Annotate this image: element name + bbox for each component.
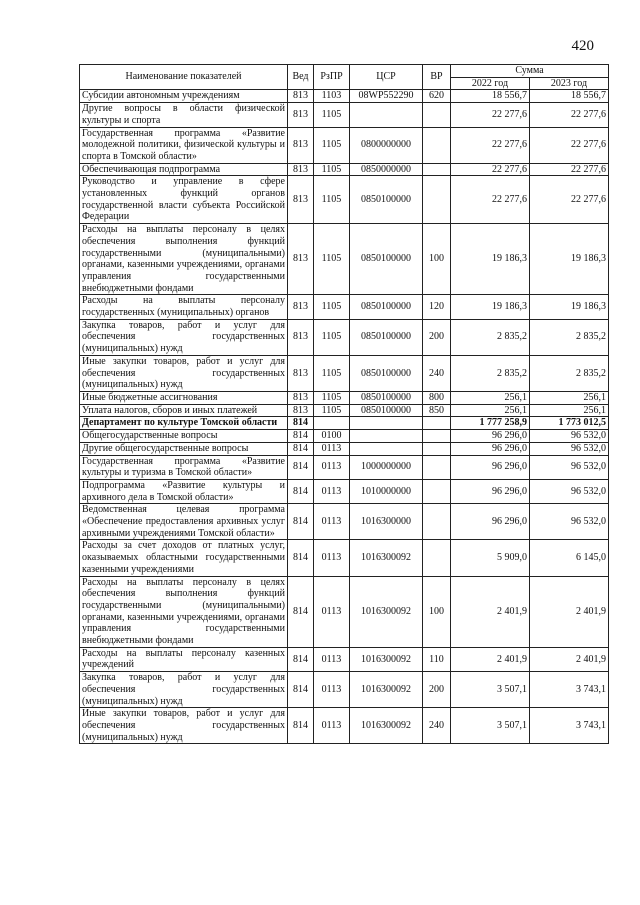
cell-rzpr: 1105: [314, 127, 350, 163]
cell-vr: 240: [423, 355, 451, 391]
table-row: [80, 224, 609, 295]
table-row: [80, 391, 609, 404]
cell-vr: [423, 430, 451, 443]
cell-csr: 0850100000: [350, 176, 423, 224]
cell-rzpr: 1103: [314, 90, 350, 103]
header-year-2022: 2022 год: [451, 77, 530, 90]
cell-vr: [423, 455, 451, 479]
cell-ved: 813: [288, 391, 314, 404]
cell-vr: 100: [423, 576, 451, 647]
cell-sum-2023: 96 532,0: [530, 442, 609, 455]
cell-rzpr: 0113: [314, 442, 350, 455]
table-row: [80, 127, 609, 163]
cell-name: Государственная программа «Развитие культуры и туризма в Томской области»: [80, 455, 288, 479]
cell-sum-2023: 2 401,9: [530, 576, 609, 647]
cell-csr: [350, 417, 423, 430]
cell-csr: 1016300092: [350, 540, 423, 576]
cell-name: Подпрограмма «Развитие культуры и архивного дела в Томской области»: [80, 479, 288, 503]
cell-sum-2023: 22 277,6: [530, 176, 609, 224]
cell-rzpr: 1105: [314, 319, 350, 355]
cell-ved: 813: [288, 319, 314, 355]
cell-sum-2022: 19 186,3: [451, 295, 530, 319]
cell-rzpr: [314, 417, 350, 430]
cell-sum-2022: 2 835,2: [451, 355, 530, 391]
cell-sum-2022: 96 296,0: [451, 442, 530, 455]
cell-vr: [423, 127, 451, 163]
cell-sum-2023: 96 532,0: [530, 430, 609, 443]
cell-vr: 110: [423, 647, 451, 671]
table-row: [80, 90, 609, 103]
cell-vr: [423, 479, 451, 503]
cell-csr: 1016300092: [350, 708, 423, 744]
cell-sum-2022: 19 186,3: [451, 224, 530, 295]
cell-csr: 0800000000: [350, 127, 423, 163]
cell-rzpr: 1105: [314, 163, 350, 176]
cell-csr: 1016300000: [350, 504, 423, 540]
cell-name: Государственная программа «Развитие молодежной политики, физической культуры и спорта в Томской области»: [80, 127, 288, 163]
cell-vr: 200: [423, 672, 451, 708]
cell-rzpr: 0113: [314, 504, 350, 540]
cell-sum-2023: 18 556,7: [530, 90, 609, 103]
cell-sum-2023: 3 743,1: [530, 708, 609, 744]
table-row: [80, 504, 609, 540]
cell-sum-2022: 5 909,0: [451, 540, 530, 576]
cell-sum-2022: 1 777 258,9: [451, 417, 530, 430]
cell-sum-2023: 2 401,9: [530, 647, 609, 671]
cell-rzpr: 0113: [314, 576, 350, 647]
header-csr: ЦСР: [350, 65, 423, 90]
cell-sum-2022: 96 296,0: [451, 504, 530, 540]
cell-sum-2022: 2 401,9: [451, 647, 530, 671]
cell-rzpr: 1105: [314, 176, 350, 224]
cell-vr: [423, 163, 451, 176]
cell-ved: 813: [288, 295, 314, 319]
cell-ved: 814: [288, 442, 314, 455]
cell-name: Закупка товаров, работ и услуг для обеспечения государственных (муниципальных) нужд: [80, 672, 288, 708]
cell-rzpr: 1105: [314, 103, 350, 127]
cell-ved: 814: [288, 479, 314, 503]
header-rzpr: РзПР: [314, 65, 350, 90]
cell-name: Уплата налогов, сборов и иных платежей: [80, 404, 288, 417]
cell-vr: 240: [423, 708, 451, 744]
cell-csr: 1000000000: [350, 455, 423, 479]
cell-name: Общегосударственные вопросы: [80, 430, 288, 443]
cell-csr: 08WP552290: [350, 90, 423, 103]
cell-sum-2022: 96 296,0: [451, 479, 530, 503]
cell-sum-2023: 96 532,0: [530, 479, 609, 503]
cell-name: Расходы на выплаты персоналу в целях обеспечения выполнения функций государственными (муниципальными) органами, казенными учреждениями, органами управления государственными внебюджетными фондами: [80, 576, 288, 647]
table-row: [80, 708, 609, 744]
cell-csr: [350, 430, 423, 443]
header-ved: Вед: [288, 65, 314, 90]
table-row: [80, 176, 609, 224]
cell-name: Руководство и управление в сфере установленных функций органов государственной власти субъекта Российской Федерации: [80, 176, 288, 224]
cell-sum-2022: 22 277,6: [451, 127, 530, 163]
table-row: [80, 163, 609, 176]
cell-sum-2023: 22 277,6: [530, 103, 609, 127]
cell-rzpr: 0113: [314, 647, 350, 671]
table-row: [80, 404, 609, 417]
header-vr: ВР: [423, 65, 451, 90]
cell-sum-2023: 19 186,3: [530, 295, 609, 319]
cell-ved: 814: [288, 430, 314, 443]
cell-rzpr: 1105: [314, 224, 350, 295]
cell-rzpr: 1105: [314, 404, 350, 417]
cell-ved: 814: [288, 708, 314, 744]
cell-ved: 813: [288, 103, 314, 127]
cell-sum-2022: 256,1: [451, 404, 530, 417]
cell-name: Другие вопросы в области физической культуры и спорта: [80, 103, 288, 127]
cell-sum-2022: 2 401,9: [451, 576, 530, 647]
header-sum: Сумма: [451, 65, 609, 78]
cell-name: Обеспечивающая подпрограмма: [80, 163, 288, 176]
header-year-2023: 2023 год: [530, 77, 609, 90]
cell-csr: 1016300092: [350, 576, 423, 647]
cell-rzpr: 1105: [314, 391, 350, 404]
cell-ved: 814: [288, 504, 314, 540]
cell-rzpr: 0113: [314, 455, 350, 479]
cell-sum-2023: 19 186,3: [530, 224, 609, 295]
cell-vr: 100: [423, 224, 451, 295]
cell-rzpr: 1105: [314, 295, 350, 319]
cell-sum-2023: 96 532,0: [530, 455, 609, 479]
page-number: 420: [571, 38, 594, 54]
cell-csr: 0850100000: [350, 355, 423, 391]
cell-ved: 814: [288, 417, 314, 430]
cell-csr: [350, 442, 423, 455]
cell-vr: 800: [423, 391, 451, 404]
table-row: [80, 355, 609, 391]
cell-vr: 200: [423, 319, 451, 355]
cell-vr: [423, 540, 451, 576]
cell-vr: [423, 103, 451, 127]
cell-ved: 813: [288, 224, 314, 295]
table-header: [80, 65, 609, 90]
cell-name: Расходы на выплаты персоналу в целях обеспечения выполнения функций государственными (муниципальными) органами, казенными учреждениями, органами управления государственными внебюджетными фондами: [80, 224, 288, 295]
cell-sum-2022: 3 507,1: [451, 672, 530, 708]
cell-rzpr: 0113: [314, 672, 350, 708]
cell-sum-2022: 96 296,0: [451, 455, 530, 479]
cell-csr: [350, 103, 423, 127]
cell-name: Иные закупки товаров, работ и услуг для обеспечения государственных (муниципальных) нужд: [80, 355, 288, 391]
cell-vr: 850: [423, 404, 451, 417]
table-row: [80, 442, 609, 455]
table-row: [80, 417, 609, 430]
cell-rzpr: 0113: [314, 479, 350, 503]
cell-sum-2023: 6 145,0: [530, 540, 609, 576]
cell-rzpr: 0113: [314, 708, 350, 744]
cell-ved: 813: [288, 90, 314, 103]
table-row: [80, 647, 609, 671]
cell-rzpr: 0113: [314, 540, 350, 576]
table-row: [80, 455, 609, 479]
cell-vr: [423, 504, 451, 540]
cell-sum-2023: 256,1: [530, 391, 609, 404]
table-row: [80, 319, 609, 355]
cell-csr: 0850100000: [350, 319, 423, 355]
table-row: [80, 576, 609, 647]
cell-name: Закупка товаров, работ и услуг для обеспечения государственных (муниципальных) нужд: [80, 319, 288, 355]
header-name: Наименование показателей: [80, 65, 288, 90]
table-row: [80, 672, 609, 708]
cell-name: Субсидии автономным учреждениям: [80, 90, 288, 103]
table-row: [80, 103, 609, 127]
cell-ved: 813: [288, 176, 314, 224]
cell-sum-2023: 2 835,2: [530, 355, 609, 391]
table-row: [80, 295, 609, 319]
cell-sum-2023: 2 835,2: [530, 319, 609, 355]
cell-csr: 1016300092: [350, 672, 423, 708]
cell-sum-2023: 1 773 012,5: [530, 417, 609, 430]
table-row: [80, 540, 609, 576]
budget-table: [79, 64, 609, 744]
cell-sum-2023: 96 532,0: [530, 504, 609, 540]
cell-vr: [423, 442, 451, 455]
cell-ved: 813: [288, 163, 314, 176]
cell-ved: 813: [288, 127, 314, 163]
cell-sum-2022: 96 296,0: [451, 430, 530, 443]
cell-name: Другие общегосударственные вопросы: [80, 442, 288, 455]
cell-name: Расходы за счет доходов от платных услуг, оказываемых областными государственными казенными учреждениями: [80, 540, 288, 576]
table-body: [80, 90, 609, 744]
cell-csr: 1010000000: [350, 479, 423, 503]
cell-vr: 120: [423, 295, 451, 319]
cell-ved: 813: [288, 355, 314, 391]
cell-ved: 814: [288, 576, 314, 647]
table-row: [80, 430, 609, 443]
cell-sum-2023: 22 277,6: [530, 127, 609, 163]
cell-sum-2023: 22 277,6: [530, 163, 609, 176]
cell-csr: 0850100000: [350, 404, 423, 417]
cell-csr: 0850000000: [350, 163, 423, 176]
cell-csr: 1016300092: [350, 647, 423, 671]
cell-sum-2023: 3 743,1: [530, 672, 609, 708]
cell-csr: 0850100000: [350, 391, 423, 404]
cell-sum-2022: 256,1: [451, 391, 530, 404]
table-row: [80, 479, 609, 503]
cell-name: Иные закупки товаров, работ и услуг для обеспечения государственных (муниципальных) нужд: [80, 708, 288, 744]
cell-ved: 814: [288, 540, 314, 576]
cell-sum-2022: 22 277,6: [451, 103, 530, 127]
cell-name: Расходы на выплаты персоналу казенных учреждений: [80, 647, 288, 671]
cell-ved: 813: [288, 404, 314, 417]
cell-ved: 814: [288, 455, 314, 479]
cell-csr: 0850100000: [350, 224, 423, 295]
cell-sum-2022: 3 507,1: [451, 708, 530, 744]
cell-sum-2023: 256,1: [530, 404, 609, 417]
cell-name: Расходы на выплаты персоналу государственных (муниципальных) органов: [80, 295, 288, 319]
cell-csr: 0850100000: [350, 295, 423, 319]
cell-vr: 620: [423, 90, 451, 103]
cell-vr: [423, 176, 451, 224]
cell-name: Ведомственная целевая программа «Обеспечение предоставления архивных услуг архивными учреждениями Томской области»: [80, 504, 288, 540]
cell-sum-2022: 22 277,6: [451, 176, 530, 224]
cell-rzpr: 0100: [314, 430, 350, 443]
cell-sum-2022: 22 277,6: [451, 163, 530, 176]
cell-sum-2022: 18 556,7: [451, 90, 530, 103]
cell-rzpr: 1105: [314, 355, 350, 391]
cell-name: Департамент по культуре Томской области: [80, 417, 288, 430]
cell-name: Иные бюджетные ассигнования: [80, 391, 288, 404]
cell-vr: [423, 417, 451, 430]
cell-ved: 814: [288, 672, 314, 708]
cell-sum-2022: 2 835,2: [451, 319, 530, 355]
cell-ved: 814: [288, 647, 314, 671]
